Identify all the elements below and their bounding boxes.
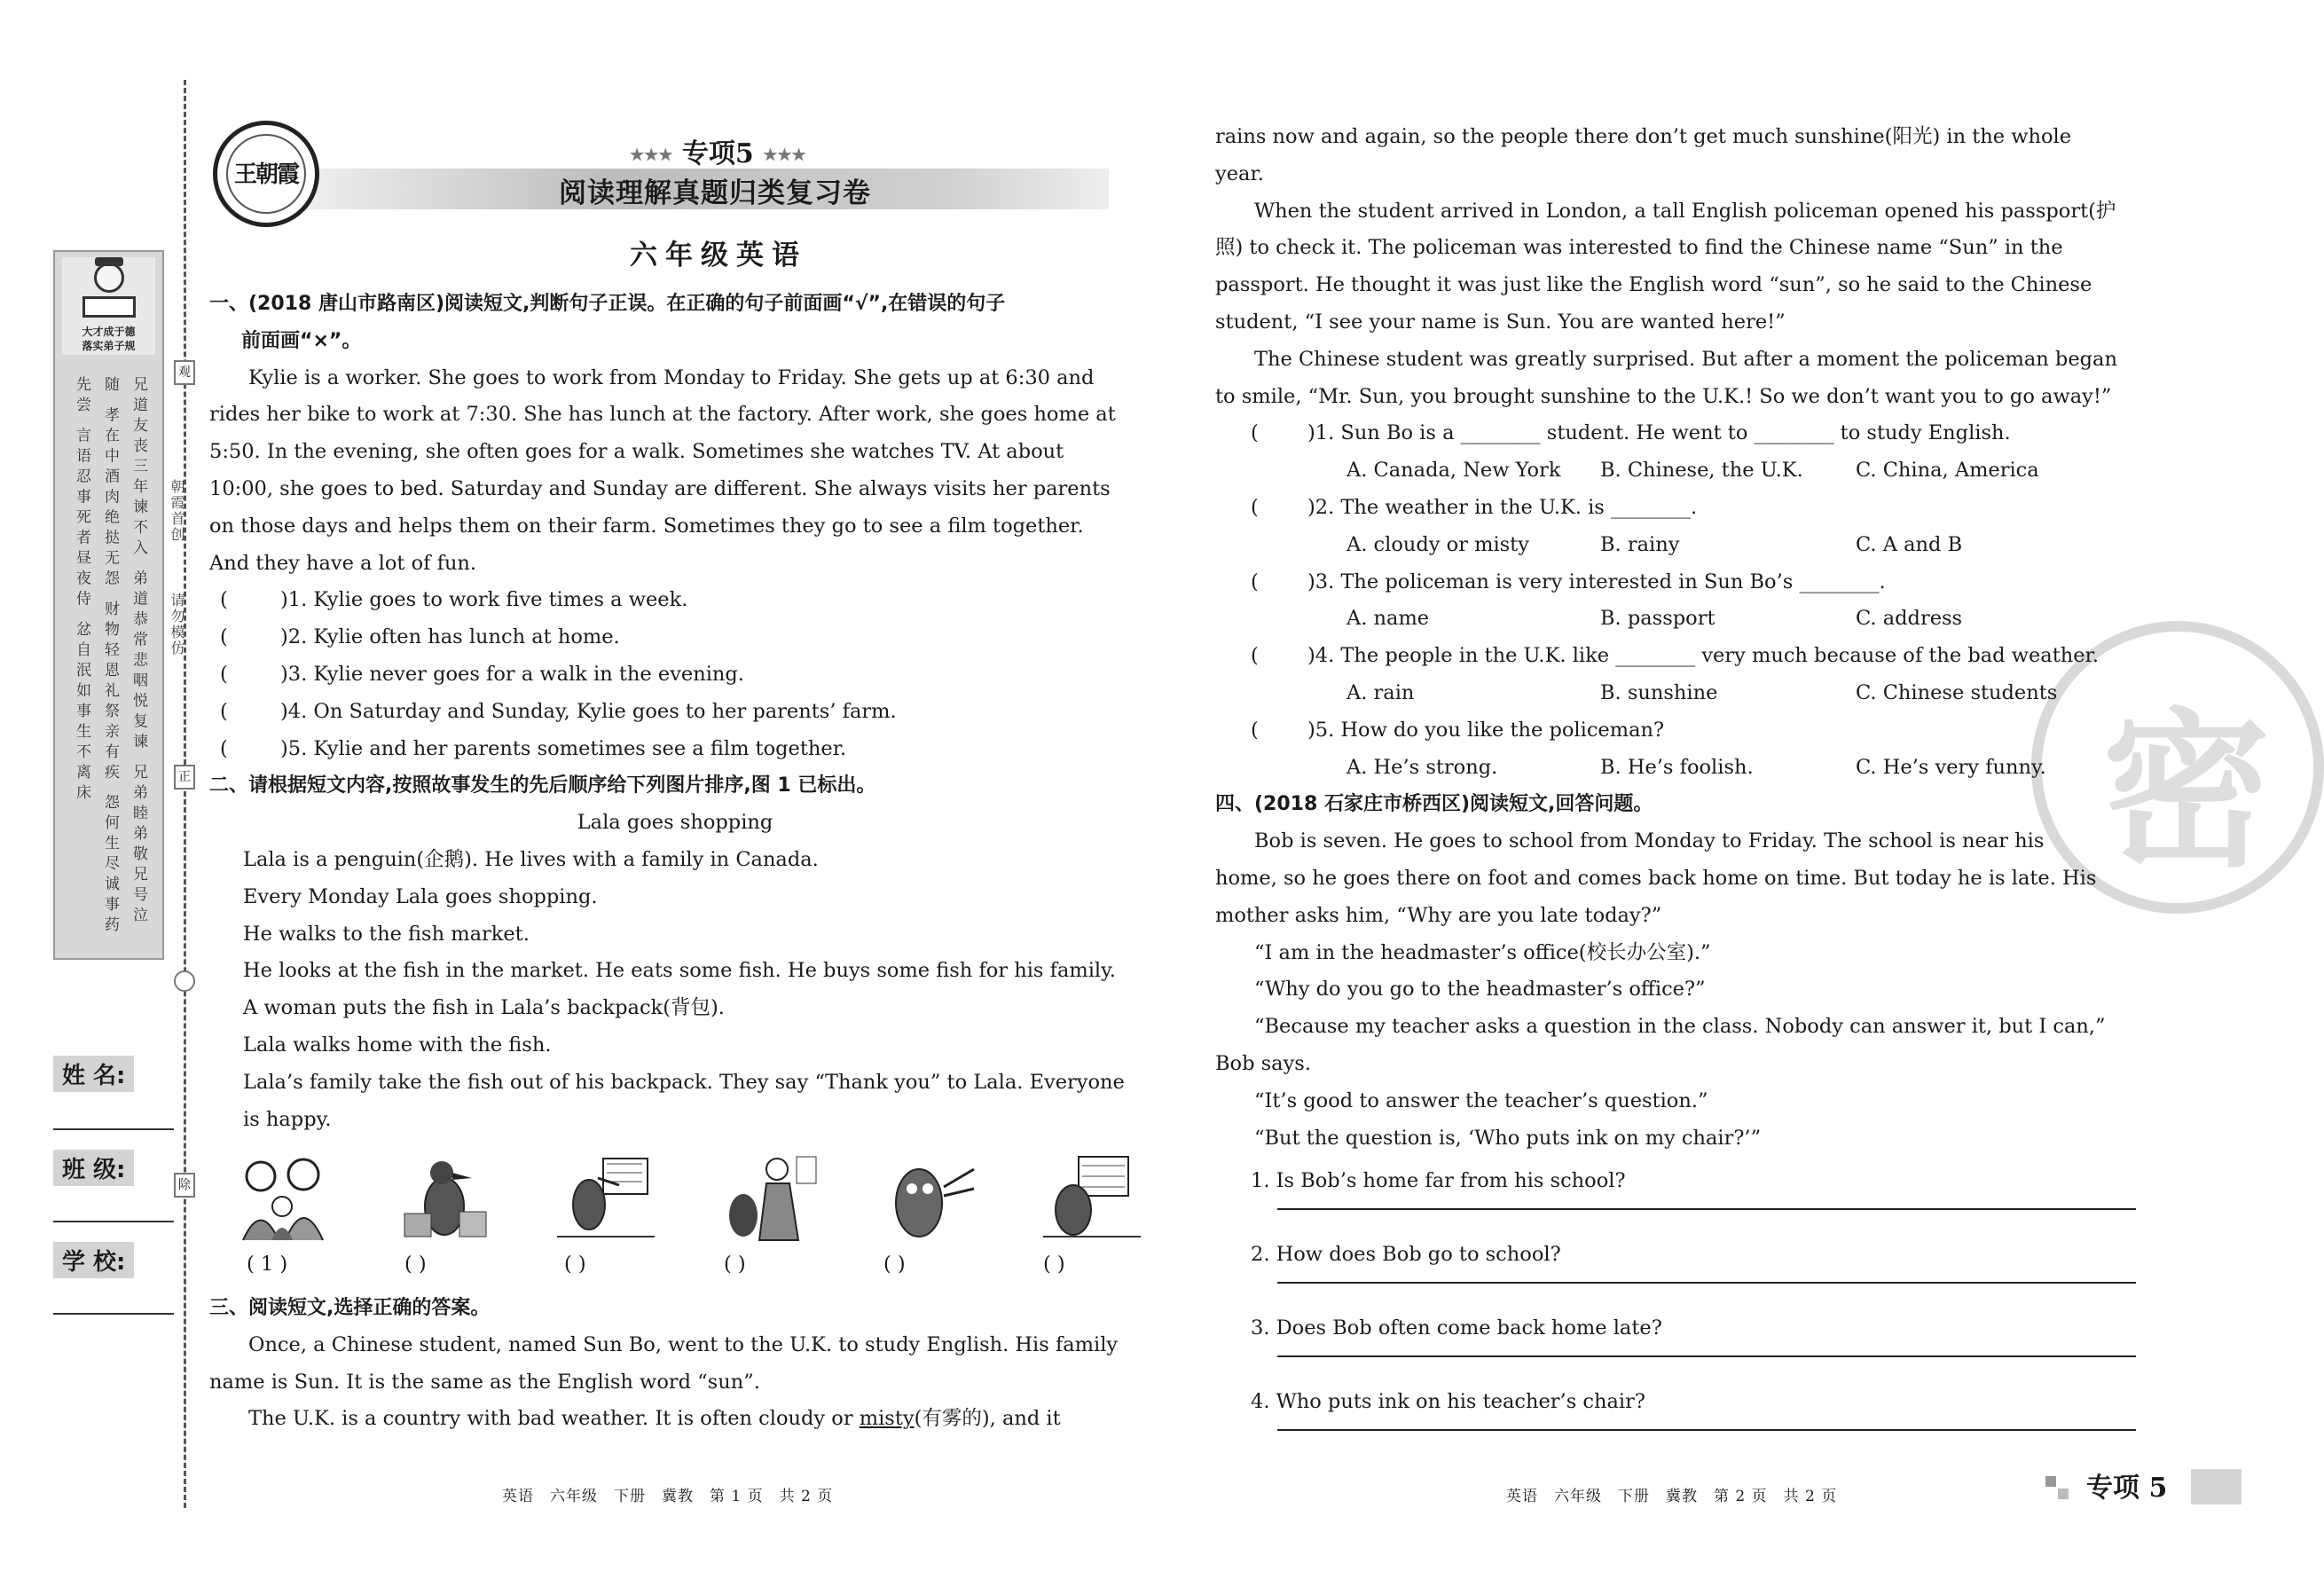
passage-line: home, so he goes there on foot and comes back home on time. But today he is late. His [1215,866,2097,890]
class-label: 班 级: [53,1150,134,1186]
publisher-logo [213,121,319,227]
option-a[interactable]: A. rain [1347,680,1415,704]
story-line: Lala’s family take the fish out of his backpack. They say “Thank you” to Lala. Everyone [243,1070,1125,1094]
story-pictures [236,1151,1141,1240]
badge-text: 专项5 [681,138,754,169]
footer-page-1: 英语 六年级 下册 冀教 第 1 页 共 2 页 [502,1488,834,1505]
choice-question[interactable]: ( )3. The policeman is very interested in Sun Bo’s ________. [1251,570,1886,593]
binding-tag-1: 观 [174,360,195,385]
name-field[interactable] [53,1128,174,1130]
passage-line: to smile, “Mr. Sun, you brought sunshine to the U.K.! So we don’t want you to go away!” [1215,384,2112,408]
passage-line: “But the question is, ‘Who puts ink on my chair?’” [1254,1126,1762,1150]
penguin-shopping-picture [396,1151,493,1240]
class-field[interactable] [53,1221,174,1222]
penguin-market-picture [1043,1151,1141,1240]
corner-decoration [2058,1489,2069,1499]
choice-options [1215,675,2147,712]
option-b[interactable]: B. passport [1600,607,1716,631]
choice-options [1215,452,2147,490]
option-c[interactable]: C. China, America [1856,459,2039,483]
picture-answer[interactable]: ( ) [883,1253,906,1276]
family-picture [236,1151,334,1240]
judge-question[interactable]: ( )5. Kylie and her parents sometimes see a film together. [220,736,847,760]
school-field[interactable] [53,1313,174,1315]
motto-line-2: 落实弟子规 [82,340,136,352]
woman-penguin-picture [720,1151,818,1240]
passage-line: name is Sun. It is the same as the English word “sun”. [209,1370,760,1394]
option-b[interactable]: B. Chinese, the U.K. [1600,459,1803,483]
part4-questions [1251,1144,2138,1439]
option-b[interactable]: B. sunshine [1600,680,1718,704]
misty-word: misty [859,1407,915,1431]
part3-left [209,1290,1141,1438]
picture-answer: ( 1 ) [247,1253,288,1276]
short-answer-question: 4. Who puts ink on his teacher’s chair? [1251,1390,1645,1413]
topic-badge: ★★★ 专项5 ★★★ [630,138,806,169]
story-line: Every Monday Lala goes shopping. [243,884,598,908]
passage-line: rains now and again, so the people there don’t get much sunshine(阳光) in the whole [1215,125,2072,148]
page-title: 阅读理解真题归类复习卷 [559,177,871,209]
short-answer-question: 3. Does Bob often come back home late? [1251,1316,1662,1340]
passage-line: student, “I see your name is Sun. You are wanted here!” [1215,310,1786,334]
picture-answer[interactable]: ( ) [564,1253,586,1276]
passage-line: “Why do you go to the headmaster’s office?” [1254,978,1706,1002]
option-a[interactable]: A. name [1347,607,1430,631]
judge-question[interactable]: ( )2. Kylie often has lunch at home. [220,625,620,649]
part2-heading: 二、请根据短文内容,按照故事发生的先后顺序给下列图片排序,图 1 已标出。 [209,774,876,797]
scholar-illustration [82,263,136,325]
answer-line[interactable] [1277,1282,2136,1284]
logo-text: 王朝霞 [226,134,306,214]
part3-heading: 三、阅读短文,选择正确的答案。 [209,1297,491,1319]
option-a[interactable]: A. He’s strong. [1347,755,1498,779]
passage-line: The U.K. is a country with bad weather. It is often cloudy or misty(有雾的), and it [248,1407,1061,1431]
passage-line: 照) to check it. The policeman was interested to find the Chinese name “Sun” in the [1215,236,2063,260]
school-label: 学 校: [53,1242,134,1278]
choice-options [1215,527,2147,564]
passage-line: Once, a Chinese student, named Sun Bo, went to the U.K. to study English. His family [248,1332,1119,1356]
passage-line: on those days and helps them on their farm. Sometimes they go to see a film together. [209,514,1084,538]
judge-question[interactable]: ( )4. On Saturday and Sunday, Kylie goes to her parents’ farm. [220,699,897,723]
passage-line: And they have a lot of fun. [209,551,477,575]
right-column [1215,119,2147,1157]
choice-options [1215,601,2147,638]
motto-line-1: 大才成于德 [82,326,136,338]
story-line: is happy. [243,1107,332,1131]
left-column [209,286,1141,1138]
binding-tag-2: 正 [174,765,195,790]
passage-line: Bob says. [1215,1051,1312,1075]
watermark-text: 密 [2102,694,2272,890]
corner-bar [2191,1469,2242,1505]
passage-line: year. [1215,161,1264,185]
passage-line: 10:00, she goes to bed. Saturday and Sunday are different. She always visits her parents [209,476,1111,500]
penguin-eating-picture [882,1151,979,1240]
side-note-copyright: 朝霞首创 [169,479,185,543]
choice-options [1215,750,2147,787]
story-line: He looks at the fish in the market. He eats some fish. He buys some fish for his family. [243,959,1116,983]
short-answer-question: 1. Is Bob’s home far from his school? [1251,1169,1626,1192]
part4-heading: 四、(2018 石家庄市桥西区)阅读短文,回答问题。 [1215,793,1653,816]
option-b[interactable]: B. He’s foolish. [1600,755,1754,779]
option-c[interactable]: C. He’s very funny. [1856,755,2046,779]
choice-question[interactable]: ( )2. The weather in the U.K. is ________. [1251,495,1698,519]
answer-line[interactable] [1277,1429,2136,1431]
option-a[interactable]: A. Canada, New York [1347,459,1561,483]
judge-question[interactable]: ( )3. Kylie never goes for a walk in the evening. [220,662,744,686]
sidebar-verses: 兄道友丧三年谏不入 弟道恭常悲咽悦复谏 兄弟睦弟敬兄号泣随 孝在中酒肉绝挞无怨 财物轻恩礼祭亲有疾 怨何生尽诚事药先尝 言语忍事死者昼夜侍 忿自泯如事生不离床 [73,376,147,938]
passage-line: Bob is seven. He goes to school from Monday to Friday. The school is near his [1254,829,2045,853]
option-b[interactable]: B. rainy [1600,532,1680,556]
story-line: Lala walks home with the fish. [243,1033,552,1057]
answer-line[interactable] [1277,1355,2136,1357]
footer-page-2: 英语 六年级 下册 冀教 第 2 页 共 2 页 [1506,1488,1838,1505]
corner-decoration [2045,1476,2056,1487]
passage-line: passport. He thought it was just like the English word “sun”, so he said to the Chinese [1215,273,2092,297]
story-title: Lala goes shopping [577,811,773,835]
option-c[interactable]: C. Chinese students [1856,680,2058,704]
option-c[interactable]: C. address [1856,607,1963,631]
passage-line: “I am in the headmaster’s office(校长办公室).” [1254,940,1711,964]
subject-title: 六年级英语 [630,240,807,271]
binding-ring [174,970,195,992]
cut-line [184,80,186,1508]
corner-label: 专项 5 [2086,1473,2168,1504]
binding-tag-3: 除 [174,1173,195,1198]
name-label: 姓 名: [53,1056,134,1092]
picture-answer[interactable]: ( ) [1043,1253,1065,1276]
passage-line: rides her bike to work at 7:30. She has lunch at the factory. After work, she goes home at [209,403,1116,427]
sidebar-panel [53,250,164,960]
judge-question[interactable]: ( )1. Kylie goes to work five times a week. [220,588,688,612]
answer-line[interactable] [1277,1208,2136,1210]
story-line: Lala is a penguin(企鹅). He lives with a family in Canada. [243,847,819,871]
choice-question[interactable]: ( )5. How do you like the policeman? [1251,718,1665,742]
passage-line: When the student arrived in London, a tall English policeman opened his passport(护 [1254,199,2116,223]
part1-heading-cont: 前面画“×”。 [241,329,362,352]
short-answer-question: 2. How does Bob go to school? [1251,1243,1561,1266]
passage-line: Kylie is a worker. She goes to work from Monday to Friday. She gets up at 6:30 and [248,365,1095,389]
passage-line: “Because my teacher asks a question in the class. Nobody can answer it, but I can,” [1254,1015,2106,1039]
side-note-no-copy: 请勿模仿 [169,593,185,656]
penguin-walking-picture [557,1151,655,1240]
sidebar-emblem [62,257,155,355]
passage-line: The Chinese student was greatly surprised. But after a moment the policeman began [1254,347,2117,371]
option-a[interactable]: A. cloudy or misty [1347,532,1529,556]
passage-line: 5:50. In the evening, she often goes for a walk. Sometimes she watches TV. At about [209,440,1064,464]
choice-question[interactable]: ( )4. The people in the U.K. like ________ very much because of the bad weather. [1251,644,2099,668]
choice-question[interactable]: ( )1. Sun Bo is a ________ student. He went to ________ to study English. [1251,421,2011,445]
story-line: He walks to the fish market. [243,922,530,946]
story-line: A woman puts the fish in Lala’s backpack(背包). [243,996,725,1020]
passage-line: mother asks him, “Why are you late today?” [1215,903,1662,927]
part1-heading: 一、(2018 唐山市路南区)阅读短文,判断句子正误。在正确的句子前面画“√”,在错误的句子 [209,293,1006,315]
option-c[interactable]: C. A and B [1856,532,1963,556]
passage-line: “It’s good to answer the teacher’s question.” [1254,1088,1708,1112]
picture-answer[interactable]: ( ) [404,1253,427,1276]
picture-answer[interactable]: ( ) [724,1253,746,1276]
